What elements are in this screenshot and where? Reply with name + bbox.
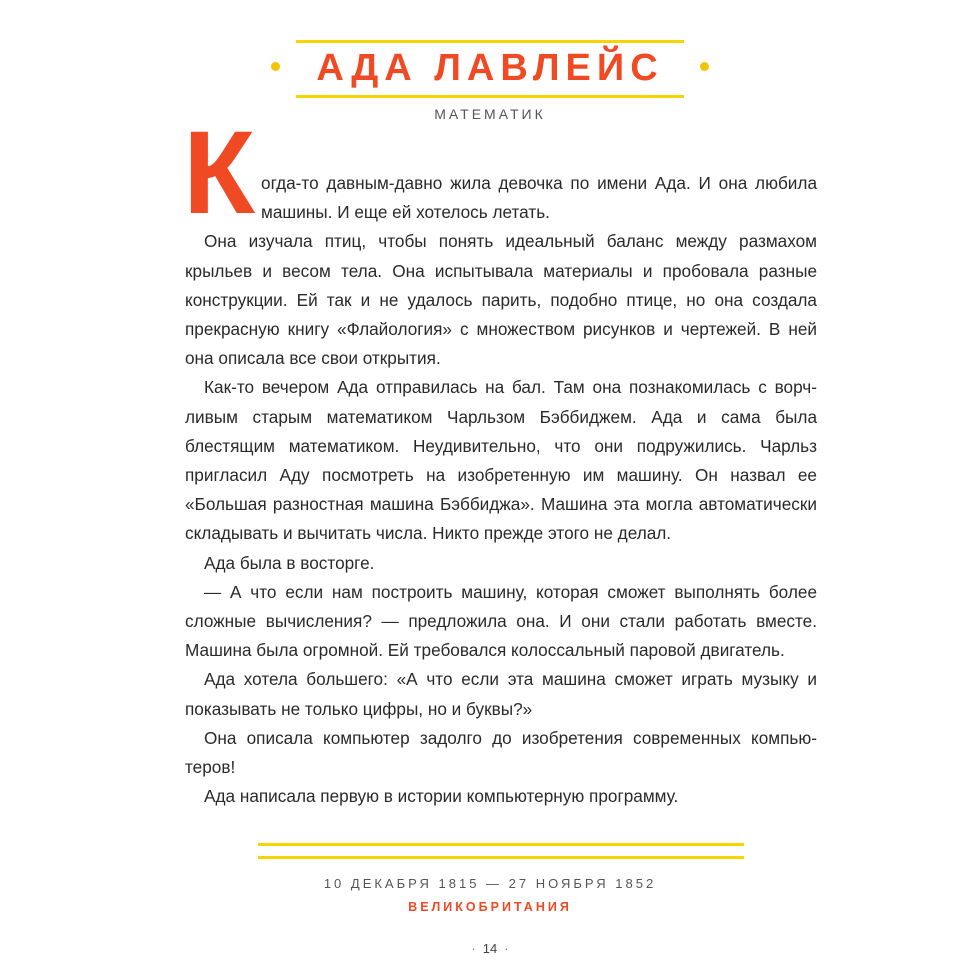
first-paragraph: огда-то давным-давно жила девочка по имени Ада. И она любила машины. И еще ей хотелось летать. xyxy=(261,173,817,223)
paragraph: Как-то вечером Ада отправилась на бал. Там она познакомилась с ворчливым старым математиком Чарльзом Бэббиджем. Ада и сама была блестящим математиком. Неудивительно, что они подружились. Чарльз пригласил Аду посмотреть на изобретенную им машину. Он назвал ее «Большая разностная машина Бэббиджа». Машина эта могла автоматически складывать и вычитать числа. Никто прежде этого не делал. xyxy=(185,377,817,544)
life-dates: 10 ДЕКАБРЯ 1815 — 27 НОЯБРЯ 1852 xyxy=(323,876,657,891)
title-block xyxy=(0,40,980,96)
title-right-dot xyxy=(700,62,709,71)
page-number-block xyxy=(0,941,980,956)
paragraph: Ада хотела большего: «А что если эта машина сможет играть музыку и показывать не только цифры, но и буквы?» xyxy=(185,669,817,719)
paragraph: Она изучала птиц, чтобы понять идеальный баланс между размахом крыльев и весом тела. Она испытывала материалы и пробовала разные конструкции. Ей так и не удалось парить, подобно птице, но она создала прекрасную книгу «Флайология» с множеством рисунков и чертежей. В ней она описала все свои открытия. xyxy=(185,231,817,369)
paragraph: — А что если нам построить машину, которая сможет выполнять более сложные вычисления? — предложила она. И они стали работать вместе. Машина была огромной. Ей требовался колоссальный паровой двигатель. xyxy=(185,581,817,661)
title-box xyxy=(296,40,683,96)
footer-rules xyxy=(258,843,744,869)
page-dot-right: · xyxy=(504,941,509,956)
footer-rule-top xyxy=(258,843,744,846)
story-body xyxy=(183,107,817,811)
drop-cap: К xyxy=(183,107,256,239)
title-bottom-rule xyxy=(296,95,683,98)
page-title: АДА ЛАВЛЕЙС xyxy=(316,47,664,89)
paragraph: Ада написала первую в истории компьютерную программу. xyxy=(204,786,679,807)
footer-rule-bottom xyxy=(258,856,744,859)
page-subtitle: МАТЕМАТИК xyxy=(434,106,546,122)
country-label: ВЕЛИКОБРИТАНИЯ xyxy=(408,900,572,914)
title-left-dot xyxy=(271,62,280,71)
paragraph: Ада была в восторге. xyxy=(204,552,375,573)
page-number: 14 xyxy=(482,941,498,956)
title-top-rule xyxy=(296,40,683,43)
page-dot-left: · xyxy=(471,941,476,956)
paragraph: Она описала компьютер задолго до изобретения современных компьютеров! xyxy=(185,727,817,778)
